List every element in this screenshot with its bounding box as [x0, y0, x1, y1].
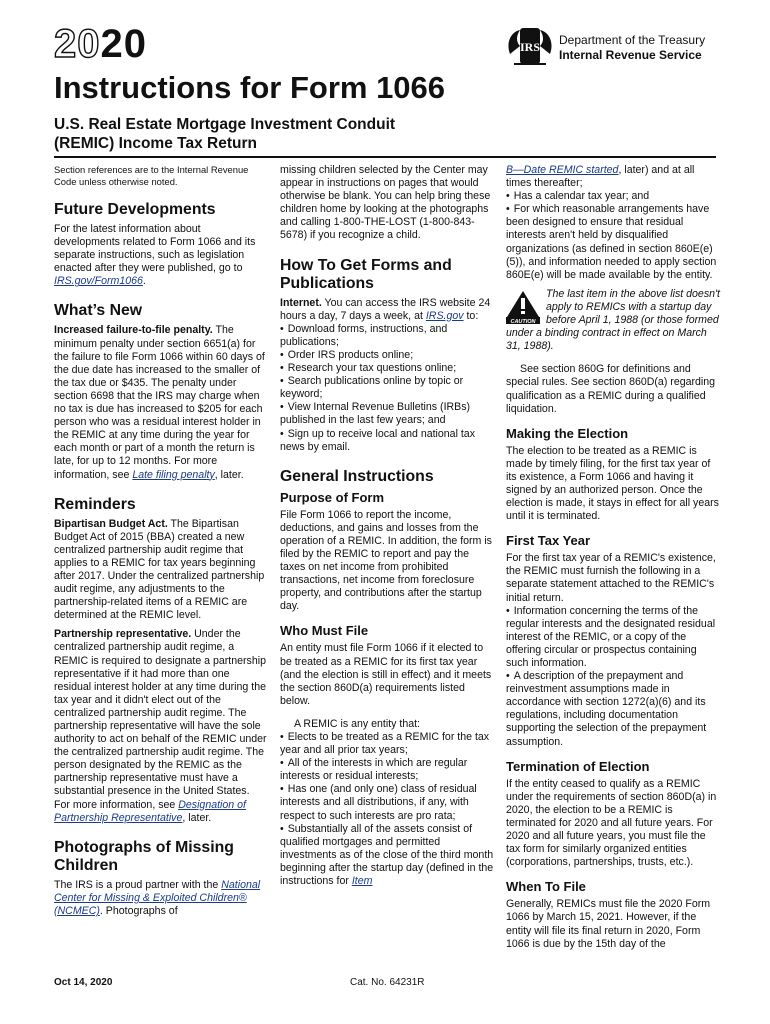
heading-first-tax-year: First Tax Year — [506, 533, 591, 549]
when-to-file-text: Generally, REMICs must file the 2020 Form 1066 by March 15, 2021. However, if the entity will file its final return in 2020, Form 1066 is due by the 15th day of the — [506, 898, 711, 950]
list-item: • Sign up to receive local and national tax news by email. — [280, 428, 494, 454]
list-item: • For which reasonable arrangements have been designed to ensure that residual interests aren't held by disqualified organizations (as defined in section 860E(e)(5)), and information needed to apply section 860E(e) will be made available by the entity. — [506, 203, 720, 282]
list-item: • Search publications online by topic or keyword; — [280, 375, 494, 401]
page-title: Instructions for Form 1066 — [54, 70, 446, 105]
penalty-runin: Increased failure-to-file penalty. — [54, 324, 213, 337]
caution-text: The last item in the above list doesn't apply to REMICs with a startup day before April 1, 1988 (or those formed under a binding contract in effect on March 31, 1988). — [506, 287, 720, 353]
footer-catalog-number: Cat. No. 64231R — [350, 977, 425, 988]
subtitle-line-1: U.S. Real Estate Mortgage Investment Conduit — [54, 116, 396, 133]
remic-bullet-list-cont — [506, 190, 720, 282]
heading-whats-new: What’s New — [54, 302, 143, 320]
photos-end: . Photographs of — [99, 904, 178, 917]
future-text: For the latest information about developments related to Form 1066 and its separate instructions, such as legislation enacted after they were published, go to — [54, 223, 256, 275]
heading-making-election: Making the Election — [506, 425, 629, 441]
caution-label: CAUTION — [510, 318, 536, 324]
irs-gov-link[interactable]: IRS.gov — [425, 309, 464, 322]
remic-bullet-list — [280, 731, 494, 888]
penalty-text: The minimum penalty under section 6651(a) for the failure to file Form 1066 within 60 days of the due date has increased to the smaller of the tax due or $435. The penalty under section 6698 that the IRS may charge when no tax is due has increased to $205 for each person who was a residual interest holder in the REMIC at any time during the year for each month or part of a month the return is late, for up to 12 months. For more information, see — [54, 324, 265, 481]
page-subtitle — [54, 115, 474, 153]
heading-reminders: Reminders — [54, 495, 136, 513]
section-references-note: Section references are to the Internal Revenue Code unless otherwise noted. — [54, 164, 249, 187]
future-developments-text — [54, 223, 268, 288]
heading-get-forms: How To Get Forms and Publications — [280, 256, 452, 292]
agency-block — [559, 33, 705, 63]
rep-end: , later. — [182, 811, 212, 824]
list-item: • Download forms, instructions, and publications; — [280, 323, 494, 349]
heading-who-must-file: Who Must File — [280, 623, 369, 639]
designation-rep-link[interactable]: Designation of Partnership Representative — [54, 798, 246, 824]
list-item — [280, 823, 494, 888]
year-bold: 20 — [100, 22, 147, 66]
rep-text: Under the centralized partnership audit regime, a REMIC is required to designate a partnership representative if it had more than one residual interest holder at any time during the tax year and it didn't elect out of the centralized partnership audit regime. The partnership representative will have the sole authority to act on behalf of the REMIC under the centralized partnership audit regime. The person designated by the REMIC as the partnership representative must have a substantial presence in the United States. For more information, see — [54, 628, 267, 811]
heading-general-instructions: General Instructions — [280, 467, 434, 485]
logo-text: IRS — [519, 40, 541, 54]
year-outline: 20 — [54, 22, 101, 66]
agency-irs: Internal Revenue Service — [559, 48, 702, 62]
list-item: • View Internal Revenue Bulletins (IRBs) published in the last few years; and — [280, 401, 494, 427]
remic-cont-text: , later) and at all times thereafter; — [506, 164, 695, 190]
irs-eagle-logo-icon — [504, 24, 556, 68]
election-text: The election to be treated as a REMIC is made by timely filing, for the first tax year of its existence, a Form 1066 and having it signed by an authorized person. Once the election is made, it stays in effect for all years until it is terminated. — [506, 444, 719, 523]
internet-end: to: — [463, 309, 479, 322]
remic-intro: A REMIC is any entity that: — [294, 717, 420, 730]
list-item: • Has one (and only one) class of residual interests and all distributions, if any, with respect to such interests are pro rata; — [280, 783, 494, 822]
heading-when-to-file: When To File — [506, 879, 586, 895]
bba-paragraph — [54, 518, 268, 623]
subtitle-line-2: (REMIC) Income Tax Return — [54, 135, 257, 152]
column-1 — [54, 164, 268, 918]
bba-text: The Bipartisan Budget Act of 2015 (BBA) created a new centralized partnership audit regime that applies to a REMIC for tax years beginning after 2017. Under the centralized partnership audit regime, any adjustments to the partnership-related items of a REMIC are determined at the REMIC level. — [54, 517, 265, 622]
remic-bullet-4-text: Substantially all of the assets consist of qualified mortgages and permitted investments as of the close of the third month beginning after the startup day (defined in the instructions for — [280, 822, 494, 888]
item-link[interactable]: Item — [351, 875, 373, 888]
agency-department: Department of the Treasury — [559, 33, 706, 47]
penalty-end: , later. — [214, 468, 244, 481]
header-divider — [54, 156, 716, 158]
heading-photographs: Photographs of Missing Children — [54, 838, 234, 874]
list-item: • Research your tax questions online; — [280, 362, 494, 375]
caution-icon — [506, 290, 540, 324]
termination-text: If the entity ceased to qualify as a REMIC under the requirements of section 860D(a) in 2020, the election to be a REMIC is terminated for 2020 and all future years. For 2020 and all future years, you must file the tax form for similarly organized entities (corporations, partnerships, trusts, etc.). — [506, 777, 717, 869]
footer-date: Oct 14, 2020 — [54, 977, 113, 988]
who-must-file-text: An entity must file Form 1066 if it elected to be treated as a REMIC for its first tax year (and the election is still in effect) and it meets the section 860D(a) requirements listed below. — [280, 642, 492, 707]
first-tax-year-text: For the first tax year of a REMIC's existence, the REMIC must furnish the following in a separate statement attached to the REMIC's initial return. — [506, 552, 716, 604]
first-year-bullet-list — [506, 605, 720, 749]
internet-text: You can access the IRS website 24 hours a day, 7 days a week, at — [280, 296, 491, 322]
remic-continued — [506, 164, 720, 190]
bba-runin: Bipartisan Budget Act. — [54, 517, 168, 530]
future-end: . — [142, 275, 146, 288]
list-item: • Information concerning the terms of the regular interests and the designated residual interest of the REMIC, or a copy of the offering circular or prospectus containing such information. — [506, 605, 720, 670]
partnership-rep-paragraph — [54, 628, 268, 824]
internet-runin: Internet. — [280, 296, 322, 309]
see-section-text: See section 860G for definitions and special rules. See section 860D(a) regarding qualification as a REMIC during a qualified liquidation. — [506, 363, 716, 415]
irs-form1066-link[interactable]: IRS.gov/Form1066 — [54, 275, 143, 288]
rep-runin: Partnership representative. — [54, 628, 192, 641]
form-year — [54, 22, 147, 66]
photos-text: The IRS is a proud partner with the — [54, 878, 222, 891]
internet-bullet-list — [280, 323, 494, 454]
caution-note — [506, 288, 720, 353]
ncmec-link[interactable]: National Center for Missing & Exploited Children® (NCMEC) — [54, 878, 261, 917]
photos-paragraph — [54, 879, 268, 918]
heading-termination: Termination of Election — [506, 758, 650, 774]
late-filing-penalty-link[interactable]: Late filing penalty — [132, 468, 215, 481]
list-item: • Order IRS products online; — [280, 349, 494, 362]
list-item: • All of the interests in which are regular interests or residual interests; — [280, 757, 494, 783]
penalty-paragraph — [54, 324, 268, 481]
heading-future-developments: Future Developments — [54, 201, 216, 218]
internet-paragraph — [280, 297, 494, 323]
heading-purpose-of-form: Purpose of Form — [280, 489, 385, 505]
list-item: • Elects to be treated as a REMIC for the tax year and all prior tax years; — [280, 731, 494, 757]
column-2 — [280, 164, 494, 888]
purpose-text: File Form 1066 to report the income, deductions, and gains and losses from the operation of a REMIC. In addition, the form is filed by the REMIC to report and pay the taxes on net income from prohibited transactions, net income from foreclosure property, and contributions after the startup day. — [280, 508, 492, 613]
photos-continued: missing children selected by the Center may appear in instructions on pages that would otherwise be blank. You can help bring these children home by looking at the photographs and calling 1-800-THE-LOST (1-800-843-5678) if you recognize a child. — [280, 164, 491, 242]
column-3 — [506, 164, 720, 951]
list-item: • Has a calendar tax year; and — [506, 190, 720, 203]
list-item: • A description of the prepayment and reinvestment assumptions made in accordance with section 1272(a)(6) and its regulations, including documentation supporting the selection of the prepayment assumption. — [506, 670, 720, 749]
date-remic-started-link[interactable]: B—Date REMIC started — [506, 164, 619, 176]
